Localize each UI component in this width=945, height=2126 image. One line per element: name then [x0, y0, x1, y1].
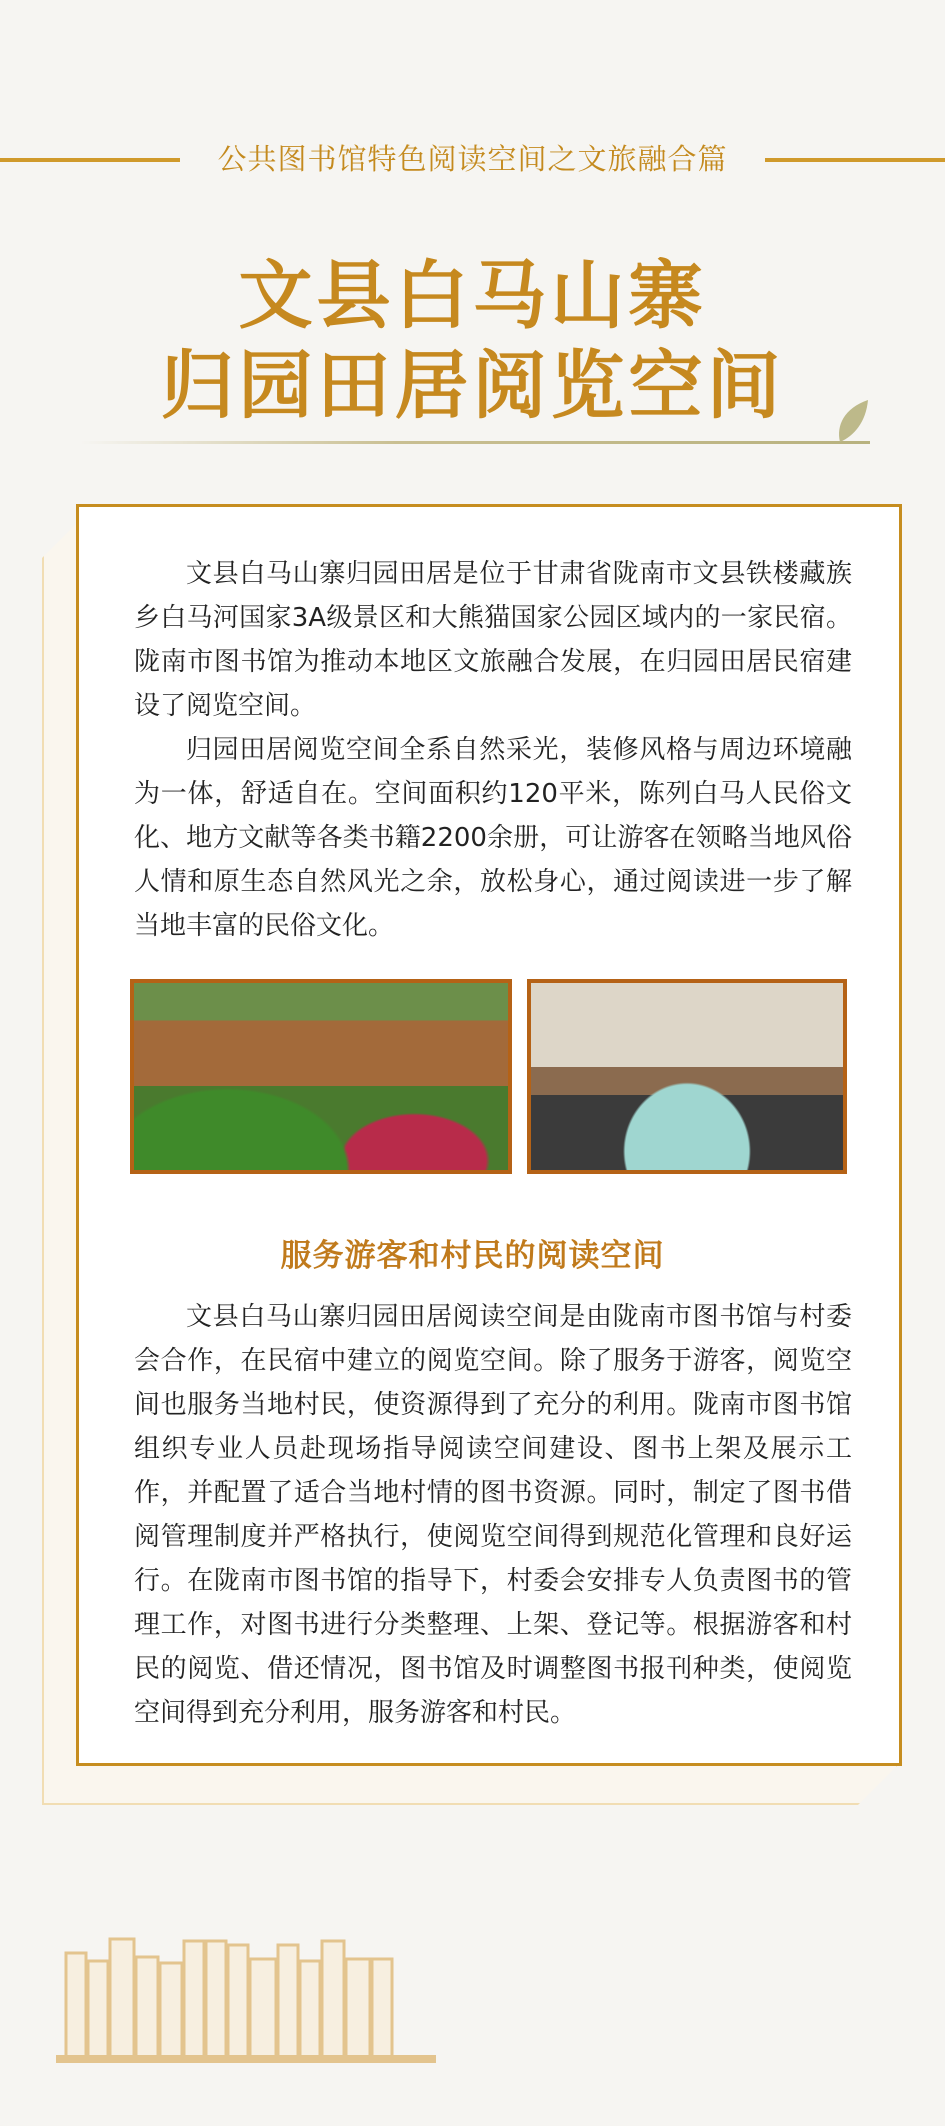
photo-guesthouse-exterior — [130, 979, 512, 1174]
section-paragraph: 文县白马山寨归园田居阅读空间是由陇南市图书馆与村委会合作，在民宿中建立的阅览空间。除了服务于游客，阅览空间也服务当地村民，使资源得到了充分的利用。陇南市图书馆组织专业人员赴现场指导阅读空间建设、图书上架及展示工作，并配置了适合当地村情的图书资源。同时，制定了图书借阅管理制度并严格执行，使阅览空间得到规范化管理和良好运行。在陇南市图书馆的指导下，村委会安排专人负责图书的管理工作，对图书进行分类整理、上架、登记等。根据游客和村民的阅览、借还情况，图书馆及时调整图书报刊种类，使阅览空间得到充分利用，服务游客和村民。 — [134, 1302, 852, 1728]
main-title-line1: 文县白马山寨 — [238, 253, 707, 339]
intro-paragraph-1: 文县白马山寨归园田居是位于甘肃省陇南市文县铁楼藏族乡白马河国家3A级景区和大熊猫国家公园区域内的一家民宿。陇南市图书馆为推动本地区文旅融合发展，在归园田居民宿建设了阅览空间。 — [134, 559, 852, 721]
header-line-right — [765, 158, 945, 162]
title-underline — [80, 441, 870, 444]
intro-paragraph-2: 归园田居阅览空间全系自然采光，装修风格与周边环境融为一体，舒适自在。空间面积约120平米，陈列白马人民俗文化、地方文献等各类书籍2200余册，可让游客在领略当地风俗人情和原生态自然风光之余，放松身心，通过阅读进一步了解当地丰富的民俗文化。 — [134, 735, 852, 941]
series-title: 公共图书馆特色阅读空间之文旅融合篇 — [217, 142, 728, 176]
section-heading: 服务游客和村民的阅读空间 — [280, 1238, 665, 1274]
photo-reading-room-interior — [527, 979, 847, 1174]
main-title-line2: 归园田居阅览空间 — [160, 343, 785, 429]
leaf-icon — [834, 398, 870, 444]
header-line-left — [0, 158, 180, 162]
bookshelf-icon — [56, 1935, 436, 2065]
